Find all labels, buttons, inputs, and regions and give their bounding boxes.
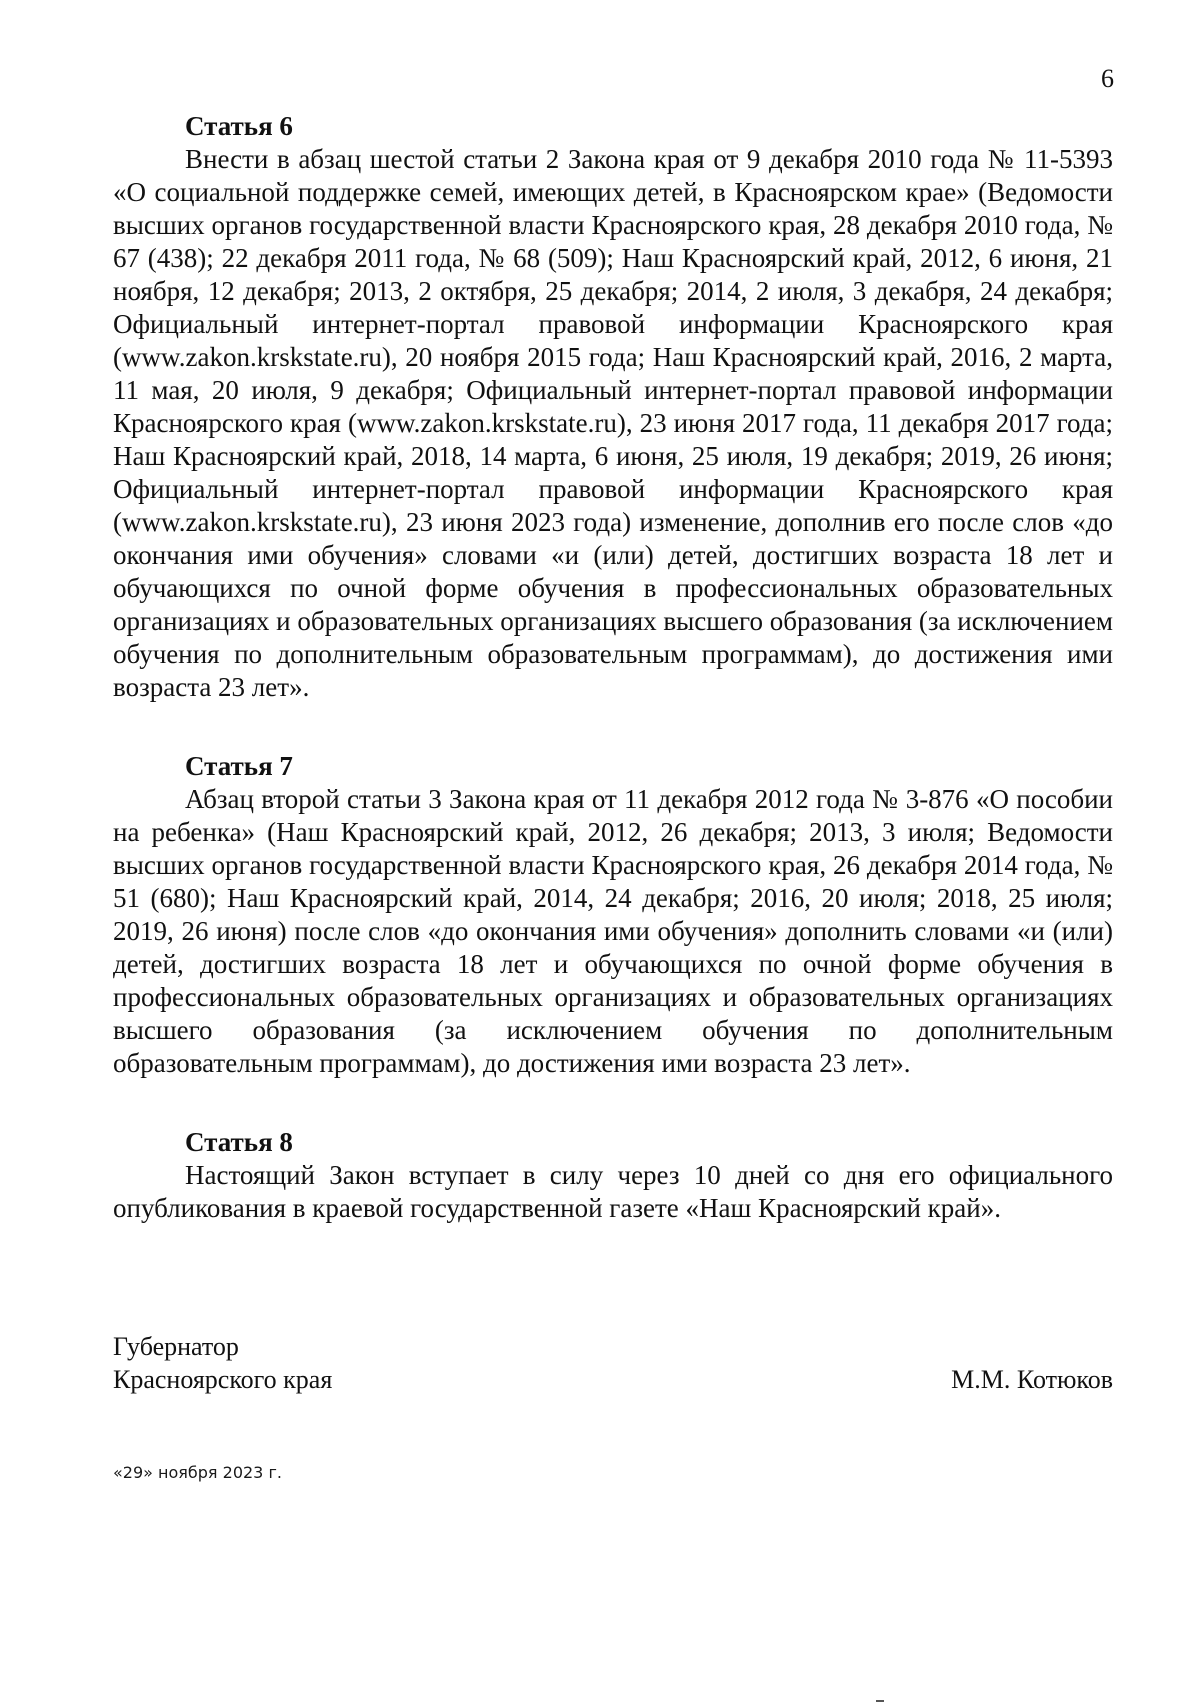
article-heading: Статья 6 <box>185 111 293 141</box>
date-stamp: «29» ноября 2023 г. <box>113 1463 282 1482</box>
article-text: Настоящий Закон вступает в силу через 10 дней со дня его официального опубликования в краевой государственной газете «Наш Красноярский край». <box>113 1160 1113 1223</box>
signatory-title: Губернатор <box>113 1332 239 1361</box>
page-number: 6 <box>1101 64 1114 93</box>
scan-artifact <box>876 1700 884 1702</box>
article-7 <box>113 750 1113 1080</box>
article-6 <box>113 110 1113 704</box>
article-text: Абзац второй статьи 3 Закона края от 11 декабря 2012 года № 3-876 «О пособии на ребенка» (Наш Красноярский край, 2012, 26 декабря; 2013, 3 июля; Ведомости высших органов государственной власти Красноярского края, 26 декабря 2014 года, № 51 (680); Наш Красноярский край, 2014, 24 декабря; 2016, 20 июля; 2018, 25 июля; 2019, 26 июня) после слов «до окончания ими обучения» дополнить словами «и (или) детей, достигших возраста 18 лет и обучающихся по очной форме обучения в профессиональных образовательных организациях и образовательных организациях высшего образования (за исключением обучения по дополнительным образовательным программам), до достижения ими возраста 23 лет». <box>113 784 1113 1078</box>
article-8 <box>113 1126 1113 1225</box>
document-body <box>113 110 1113 1225</box>
article-heading: Статья 8 <box>185 1127 293 1157</box>
article-text: Внести в абзац шестой статьи 2 Закона края от 9 декабря 2010 года № 11-5393 «О социальной поддержке семей, имеющих детей, в Красноярском крае» (Ведомости высших органов государственной власти Красноярского края, 28 декабря 2010 года, № 67 (438); 22 декабря 2011 года, № 68 (509); Наш Красноярский край, 2012, 6 июня, 21 ноября, 12 декабря; 2013, 2 октября, 25 декабря; 2014, 2 июля, 3 декабря, 24 декабря; Официальный интернет-портал правовой информации Красноярского края (www.zakon.krskstate.ru), 20 ноября 2015 года; Наш Красноярский край, 2016, 2 марта, 11 мая, 20 июля, 9 декабря; Официальный интернет-портал правовой информации Красноярского края (www.zakon.krskstate.ru), 23 июня 2017 года, 11 декабря 2017 года; Наш Красноярский край, 2018, 14 марта, 6 июня, 25 июля, 19 декабря; 2019, 26 июня; Официальный интернет-портал правовой информации Красноярского края (www.zakon.krskstate.ru), 23 июня 2023 года) изменение, дополнив его после слов «до окончания ими обучения» словами «и (или) детей, достигших возраста 18 лет и обучающихся по очной форме обучения в профессиональных образовательных организациях и образовательных организациях высшего образования (за исключением обучения по дополнительным образовательным программам), до достижения ими возраста 23 лет». <box>113 144 1113 702</box>
signature-block <box>113 1330 1113 1396</box>
signature-row <box>113 1363 1113 1396</box>
spacer <box>113 704 1113 750</box>
signatory-name: М.М. Котюков <box>951 1365 1113 1394</box>
spacer <box>113 1080 1113 1126</box>
article-heading: Статья 7 <box>185 751 293 781</box>
signatory-region: Красноярского края <box>113 1365 333 1394</box>
